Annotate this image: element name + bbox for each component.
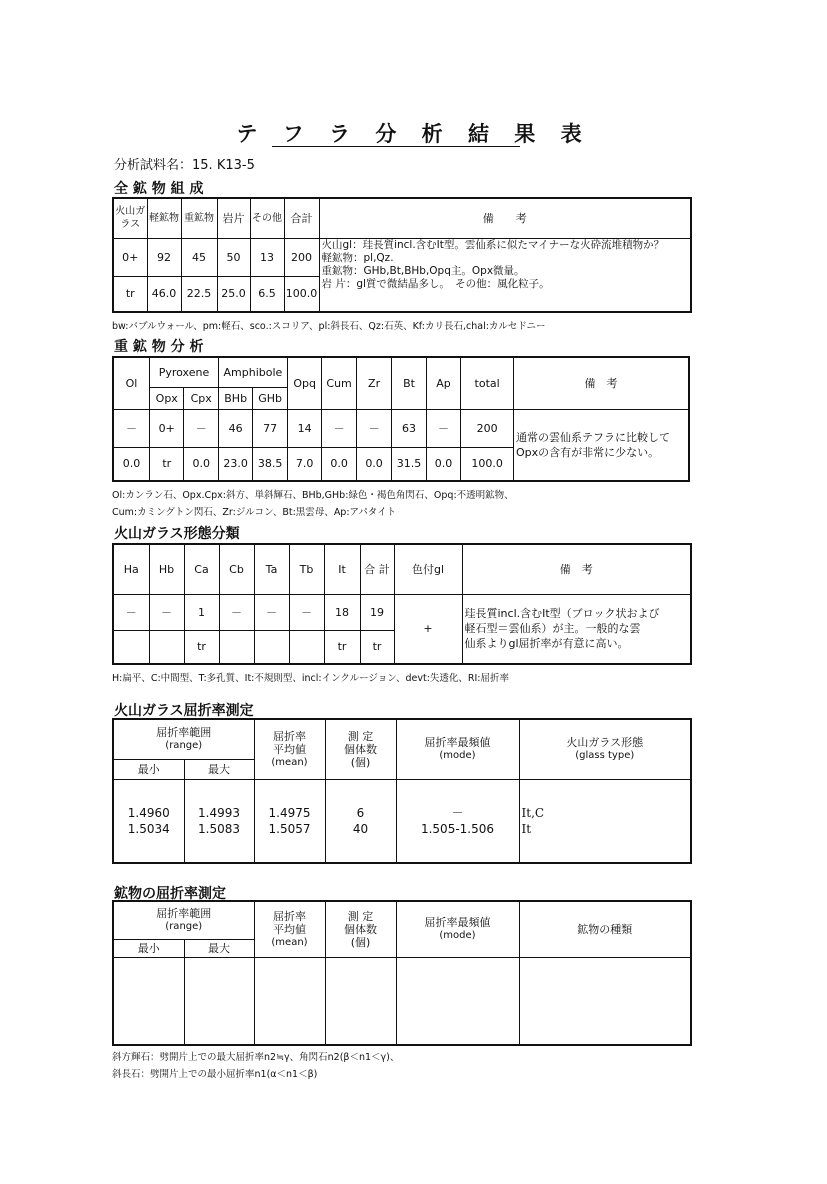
col-max: 最大 (184, 759, 254, 779)
mean-label-2: 平均値 (273, 742, 306, 756)
heavy-mineral-note-1: Ol:カンラン石、Opx.Cpx:斜方、単斜輝石、BHb,GHb:緑色・褐色角閃石、Opq:不透明鉱物、 (112, 490, 514, 501)
col-mean (254, 901, 325, 957)
sample-label: 分析試料名： (114, 158, 193, 173)
cell: 46.0 (147, 276, 181, 312)
range-label-en: (range) (165, 921, 203, 933)
mean-label-3: (mean) (271, 756, 308, 768)
col-colored-gl: 色付gl (394, 544, 462, 594)
col-mode (396, 719, 519, 779)
sample-value: 15. K13-5 (192, 158, 255, 173)
remark-line: 火山gl：珪長質incl.含むIt型。雲仙系に似たマイナーな火砕流堆積物か？ (321, 238, 665, 251)
col-ghb: GHb (253, 387, 287, 409)
col-ol: Ol (113, 357, 150, 409)
col-total: 合 計 (360, 544, 394, 594)
col-hb: Hb (149, 544, 184, 594)
cell: 200 (461, 409, 514, 447)
cell: － (254, 594, 289, 630)
colored-gl-cell: + (394, 594, 462, 664)
col-ta: Ta (254, 544, 289, 594)
glass-morphology-heading: 火山ガラス形態分類 (114, 526, 240, 542)
remark-line: 重鉱物：GHb,Bt,BHb,Opq主。Opx微量。 (321, 264, 525, 277)
col-heavy-mineral: 重鉱物 (181, 198, 217, 238)
cell: 200 (284, 238, 319, 276)
col-bt: Bt (392, 357, 426, 409)
value: － (451, 805, 464, 820)
col-cpx: Cpx (184, 387, 218, 409)
col-tb: Tb (289, 544, 324, 594)
col-max: 最大 (184, 939, 254, 957)
col-total: total (461, 357, 514, 409)
cell: 0.0 (426, 447, 460, 481)
cell: － (149, 594, 184, 630)
value: It (521, 821, 532, 836)
cell: 6.5 (250, 276, 284, 312)
cell-count (325, 957, 396, 1045)
col-min: 最小 (113, 759, 184, 779)
col-cb: Cb (219, 544, 254, 594)
table-row (113, 779, 691, 863)
glass-ri-heading: 火山ガラス屈折率測定 (114, 703, 254, 719)
cell: 0.0 (113, 447, 150, 481)
sample-name (114, 154, 255, 173)
count-label-2: 個体数 (344, 922, 377, 936)
count-label-3: (個) (350, 935, 371, 949)
col-bhb: BHb (218, 387, 252, 409)
cell: 100.0 (284, 276, 319, 312)
mode-label-2: (mode) (439, 930, 476, 942)
cell: － (219, 594, 254, 630)
table-header-row (113, 901, 691, 939)
remarks-cell (319, 238, 691, 312)
remark-line: 岩 片：gl質で微結晶多し。 その他：風化粒子。 (321, 277, 550, 290)
col-light-mineral: 軽鉱物 (147, 198, 181, 238)
range-label-en: (range) (165, 740, 203, 752)
cell: － (113, 594, 149, 630)
col-mode (396, 901, 519, 957)
remark-line: 軽石型＝雲仙系）が主。一般的な雲 (464, 622, 641, 636)
glass-type-label-1: 火山ガラス形態 (566, 736, 644, 749)
remarks-cell (513, 409, 689, 481)
remark-line: 通常の雲仙系テフラに比較して (515, 430, 670, 444)
cell: 63 (392, 409, 426, 447)
mineral-ri-note-1: 斜方輝石：劈開片上での最大屈折率n2≒γ、角閃石n2(β＜n1＜γ)、 (112, 1052, 400, 1063)
mode-label-2: (mode) (439, 750, 476, 761)
remark-line: 珪長質incl.含むIt型（ブロック状および (464, 607, 660, 621)
count-label-3: (個) (350, 755, 371, 769)
col-opq: Opq (287, 357, 321, 409)
cell: 31.5 (392, 447, 426, 481)
value: 1.4993 (198, 805, 240, 820)
mineral-composition-heading: 全 鉱 物 組 成 (114, 181, 204, 197)
cell-mean (254, 957, 325, 1045)
cell: 25.0 (217, 276, 250, 312)
mean-label-1: 屈折率 (273, 909, 306, 923)
cell: tr (360, 630, 394, 664)
count-label-1: 測 定 (347, 909, 374, 923)
mode-label-1: 屈折率最頻値 (424, 736, 491, 749)
glass-morphology-note: H:扁平、C:中間型、T:多孔質、It:不規則型、incl:インクルージョン、devt:失透化、RI:屈折率 (112, 673, 510, 684)
cell: － (322, 409, 356, 447)
mean-label-2: 平均値 (273, 922, 306, 936)
col-total: 合計 (284, 198, 319, 238)
glass-type-label-2: (glass type) (575, 750, 635, 761)
col-volcanic-glass: 火山ガラス (113, 198, 147, 238)
range-label: 屈折率範囲 (156, 907, 212, 921)
cell-max (184, 779, 254, 863)
col-glass-type (519, 719, 691, 779)
col-range (113, 719, 254, 759)
table-row (113, 238, 691, 276)
col-rock-fragment: 岩片 (217, 198, 250, 238)
col-opx: Opx (150, 387, 184, 409)
cell-mode (396, 779, 519, 863)
cell (219, 630, 254, 664)
col-min: 最小 (113, 939, 184, 957)
cell: － (426, 409, 460, 447)
cell: 0.0 (356, 447, 391, 481)
cell: 14 (287, 409, 321, 447)
mineral-ri-note-2: 斜長石：劈開片上での最小屈折率n1(α＜n1＜β) (112, 1069, 318, 1080)
cell: 77 (253, 409, 287, 447)
cell: 0.0 (184, 447, 218, 481)
cell-min (113, 779, 184, 863)
value: 40 (352, 821, 369, 836)
table-row (113, 409, 689, 447)
col-count (325, 901, 396, 957)
cell: 38.5 (253, 447, 287, 481)
cell: － (184, 409, 218, 447)
mean-label-3: (mean) (271, 936, 308, 948)
col-mean (254, 719, 325, 779)
col-remarks: 備 考 (319, 198, 691, 238)
cell: 19 (360, 594, 394, 630)
value: 1.5057 (268, 821, 311, 836)
heavy-mineral-heading: 重 鉱 物 分 析 (114, 339, 204, 355)
cell: － (356, 409, 391, 447)
count-label-1: 測 定 (347, 729, 374, 743)
cell-mineral-kind (519, 957, 691, 1045)
cell: － (289, 594, 324, 630)
col-ha: Ha (113, 544, 149, 594)
cell-max (184, 957, 254, 1045)
mode-label-1: 屈折率最頻値 (424, 916, 491, 930)
mineral-ri-heading: 鉱物の屈折率測定 (114, 886, 226, 902)
col-count (325, 719, 396, 779)
table-header-row (113, 719, 691, 759)
cell: tr (113, 276, 147, 312)
cell: tr (324, 630, 360, 664)
value: 1.5083 (198, 821, 240, 836)
value: It,C (521, 805, 545, 820)
value: 6 (356, 805, 365, 820)
cell: 92 (147, 238, 181, 276)
col-other: その他 (250, 198, 284, 238)
table-header-row (113, 357, 689, 387)
cell: 18 (324, 594, 360, 630)
cell: 0.0 (322, 447, 356, 481)
cell (289, 630, 324, 664)
cell: 13 (250, 238, 284, 276)
cell-mean (254, 779, 325, 863)
cell-glass-type (519, 779, 691, 863)
cell (254, 630, 289, 664)
heavy-mineral-note-2: Cum:カミングトン閃石、Zr:ジルコン、Bt:黒雲母、Ap:アパタイト (112, 507, 397, 518)
count-label-2: 個体数 (344, 742, 377, 756)
cell-mode (396, 957, 519, 1045)
range-label: 屈折率範囲 (156, 726, 212, 740)
table-header-row (113, 198, 691, 238)
table-header-row (113, 544, 691, 594)
mineral-composition-note: bw:バブルウォール、pm:軽石、sco.:スコリア、pl:斜長石、Qz:石英、Kf:カリ長石,chal:カルセドニー (112, 321, 546, 332)
col-ap: Ap (426, 357, 460, 409)
cell: tr (184, 630, 219, 664)
cell: 22.5 (181, 276, 217, 312)
cell: 45 (181, 238, 217, 276)
cell (113, 630, 149, 664)
heavy-mineral-table (112, 356, 690, 482)
cell: 7.0 (287, 447, 321, 481)
mineral-composition-table (112, 197, 692, 313)
glass-ri-table (112, 718, 692, 864)
glass-morphology-table (112, 543, 692, 665)
col-range (113, 901, 254, 939)
value: 1.505-1.506 (420, 821, 495, 836)
cell: 100.0 (461, 447, 514, 481)
col-zr: Zr (356, 357, 391, 409)
value: 1.4975 (268, 805, 311, 820)
remarks-cell (462, 594, 691, 664)
cell: 0+ (150, 409, 184, 447)
cell-count (325, 779, 396, 863)
remark-line: 仙系よりgl屈折率が有意に高い。 (464, 637, 629, 651)
cell: 50 (217, 238, 250, 276)
col-cum: Cum (322, 357, 356, 409)
col-pyroxene: Pyroxene (150, 357, 219, 387)
value: 1.4960 (127, 805, 170, 820)
title-underline (272, 146, 520, 147)
col-ca: Ca (184, 544, 219, 594)
page-title: テ フ ラ 分 析 結 果 表 (236, 122, 591, 146)
cell (149, 630, 184, 664)
col-amphibole: Amphibole (218, 357, 287, 387)
table-row (113, 957, 691, 1045)
mineral-ri-table (112, 900, 692, 1046)
table-row (113, 594, 691, 630)
col-mineral-kind: 鉱物の種類 (519, 901, 691, 957)
cell: 46 (218, 409, 252, 447)
cell: 1 (184, 594, 219, 630)
col-remarks: 備 考 (513, 357, 689, 409)
cell-min (113, 957, 184, 1045)
cell: 0+ (113, 238, 147, 276)
cell: 23.0 (218, 447, 252, 481)
col-it: It (324, 544, 360, 594)
value: 1.5034 (127, 821, 170, 836)
cell: tr (150, 447, 184, 481)
remark-line: 軽鉱物：pl,Qz. (321, 251, 394, 264)
col-remarks: 備 考 (462, 544, 691, 594)
remark-line: Opxの含有が非常に少ない。 (515, 445, 660, 459)
cell: － (113, 409, 150, 447)
mean-label-1: 屈折率 (273, 729, 306, 743)
